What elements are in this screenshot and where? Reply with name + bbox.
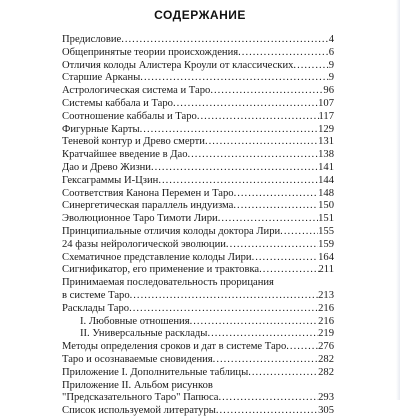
- toc-entry: [62, 98, 334, 110]
- toc-entry-page-number: 131: [318, 136, 334, 148]
- toc-entry-title: Принципиальные отличия колоды доктора Лири: [62, 225, 281, 237]
- toc-entry-page-number: 107: [318, 97, 334, 109]
- toc-entry: [62, 124, 334, 136]
- toc-entry-title: II. Универсальные расклады: [80, 328, 208, 340]
- toc-entry-title: Общепринятые теории происхождения: [62, 46, 239, 58]
- toc-entry-title: Астрологическая система и Таро: [62, 85, 211, 97]
- toc-entry-title: Приложение II. Альбом рисунков: [62, 379, 213, 391]
- toc-entry-title: Список используемой литературы: [62, 405, 216, 417]
- dot-leader: [188, 149, 319, 161]
- toc-entry-title: Соответствия Канона Перемен и Таро: [62, 187, 234, 199]
- dot-leader: [218, 213, 318, 225]
- toc-entry-title: в системе Таро: [62, 289, 130, 301]
- dot-leader: [207, 328, 318, 340]
- toc-entry-page-number: 96: [323, 85, 334, 97]
- toc-entry-title: Соотношение каббалы и Таро: [62, 110, 197, 122]
- dot-leader: [140, 124, 318, 136]
- dot-leader: [218, 392, 318, 404]
- toc-entry: [62, 47, 334, 59]
- toc-entry-page-number: 129: [318, 123, 334, 135]
- toc-entry-title: Сигнификатор, его применение и трактовка: [62, 264, 260, 276]
- toc-entry: [62, 290, 334, 302]
- toc-entry-page-number: 117: [318, 110, 334, 122]
- dot-leader: [210, 85, 323, 97]
- toc-entry-page-number: 305: [318, 405, 334, 417]
- dot-leader: [140, 72, 328, 84]
- toc-entry-title: Эволюционное Таро Тимоти Лири: [62, 213, 218, 225]
- dot-leader: [158, 175, 318, 187]
- toc-entry-page-number: 159: [318, 238, 334, 250]
- toc-entry-title: Таро и осознаваемые сновидения: [62, 353, 213, 365]
- toc-entry-page-number: 155: [318, 225, 334, 237]
- toc-entry-page-number: 276: [318, 341, 334, 353]
- toc-entry: [62, 277, 334, 289]
- toc-entry: [62, 188, 334, 200]
- dot-leader: [248, 367, 318, 379]
- toc-entry: [62, 354, 334, 366]
- toc-entry: [62, 213, 334, 225]
- dot-leader: [213, 354, 318, 366]
- toc-entry-page-number: 4: [328, 34, 334, 45]
- toc-entry-page-number: 216: [318, 315, 334, 327]
- toc-entry: [62, 328, 334, 340]
- toc-entry: [62, 111, 334, 123]
- toc-entry-page-number: 216: [318, 302, 334, 314]
- dot-leader: [205, 136, 318, 148]
- toc-entry-title: Старшие Арканы: [62, 72, 141, 84]
- dot-leader: [129, 303, 318, 315]
- toc-entry-page-number: 219: [318, 328, 334, 340]
- dot-leader: [130, 290, 318, 302]
- toc-entry-title: Фигурные Карты: [62, 123, 140, 135]
- toc-entry-title: Методы определения сроков и дат в системе Таро: [62, 341, 287, 353]
- toc-entry: [62, 136, 334, 148]
- toc-entry: [62, 34, 334, 46]
- toc-entry-title: Принимаемая последовательность прорицания: [62, 277, 274, 289]
- toc-entry: [62, 303, 334, 315]
- dot-leader: [280, 226, 318, 238]
- toc-entry-page-number: 9: [328, 59, 334, 71]
- toc-entry: [62, 367, 334, 379]
- dot-leader: [197, 111, 319, 123]
- toc-entry-page-number: 138: [318, 149, 334, 161]
- toc-entry: [62, 316, 334, 328]
- toc-entry-title: I. Любовные отношения: [80, 315, 190, 327]
- toc-entry-title: Предисловие: [62, 34, 122, 45]
- toc-entry: [62, 200, 334, 212]
- dot-leader: [293, 60, 328, 72]
- toc-entry: [62, 405, 334, 417]
- toc-entry-title: Гексаграммы И-Цзин: [62, 174, 159, 186]
- dot-leader: [252, 252, 319, 264]
- toc-entry-title: Синергетическая параллель индуизма: [62, 200, 234, 212]
- toc-entry-page-number: 6: [328, 46, 334, 58]
- toc-entry-title: "Предсказательного Таро" Папюса: [62, 392, 219, 404]
- dot-leader: [173, 98, 318, 110]
- toc-entry-title: Теневой контур и Древо смерти: [62, 136, 205, 148]
- toc-entry: [62, 252, 334, 264]
- dot-leader: [216, 405, 318, 417]
- toc-entry: [62, 226, 334, 238]
- dot-leader: [190, 316, 319, 328]
- toc-entry: [62, 72, 334, 84]
- toc-entry: [62, 239, 334, 251]
- table-of-contents: [62, 34, 334, 418]
- toc-entry-page-number: 282: [318, 366, 334, 378]
- toc-entry-page-number: 141: [318, 161, 334, 173]
- toc-entry-title: Схематичное представление колоды Лири: [62, 251, 252, 263]
- toc-entry-page-number: 293: [318, 392, 334, 404]
- toc-entry: [62, 60, 334, 72]
- dot-leader: [286, 341, 318, 353]
- toc-entry-page-number: 144: [318, 174, 334, 186]
- dot-leader: [259, 264, 318, 276]
- dot-leader: [233, 200, 318, 212]
- toc-entry-page-number: 9: [328, 72, 334, 84]
- toc-entry-title: Приложение I. Дополнительные таблицы: [62, 366, 249, 378]
- toc-entry-title: Кратчайшее введение в Дао: [62, 149, 188, 161]
- toc-entry-title: Системы каббала и Таро: [62, 97, 173, 109]
- toc-entry-title: Расклады Таро: [62, 302, 130, 314]
- toc-entry: [62, 380, 334, 392]
- toc-entry-page-number: 148: [318, 187, 334, 199]
- toc-entry-page-number: 164: [318, 251, 334, 263]
- dot-leader: [151, 162, 318, 174]
- toc-entry-title: Отличия колоды Алистера Кроули от классических: [62, 59, 294, 71]
- toc-entry: [62, 149, 334, 161]
- toc-entry-page-number: 213: [318, 289, 334, 301]
- dot-leader: [234, 188, 319, 200]
- toc-entry: [62, 341, 334, 353]
- dot-leader: [238, 47, 329, 59]
- toc-entry-page-number: 282: [318, 353, 334, 365]
- dot-leader: [226, 239, 318, 251]
- dot-leader: [121, 34, 328, 46]
- page-title: СОДЕРЖАНИЕ: [154, 8, 246, 22]
- page-edge: [396, 0, 400, 400]
- toc-entry-page-number: 151: [318, 213, 334, 225]
- toc-entry: [62, 392, 334, 404]
- toc-entry-page-number: 211: [318, 264, 334, 276]
- toc-entry-page-number: 150: [318, 200, 334, 212]
- toc-entry-title: 24 фазы нейрологической эволюции: [62, 238, 226, 250]
- toc-entry-title: Дао и Древо Жизни: [62, 161, 151, 173]
- toc-entry: [62, 264, 334, 276]
- toc-entry: [62, 85, 334, 97]
- toc-entry: [62, 175, 334, 187]
- toc-entry: [62, 162, 334, 174]
